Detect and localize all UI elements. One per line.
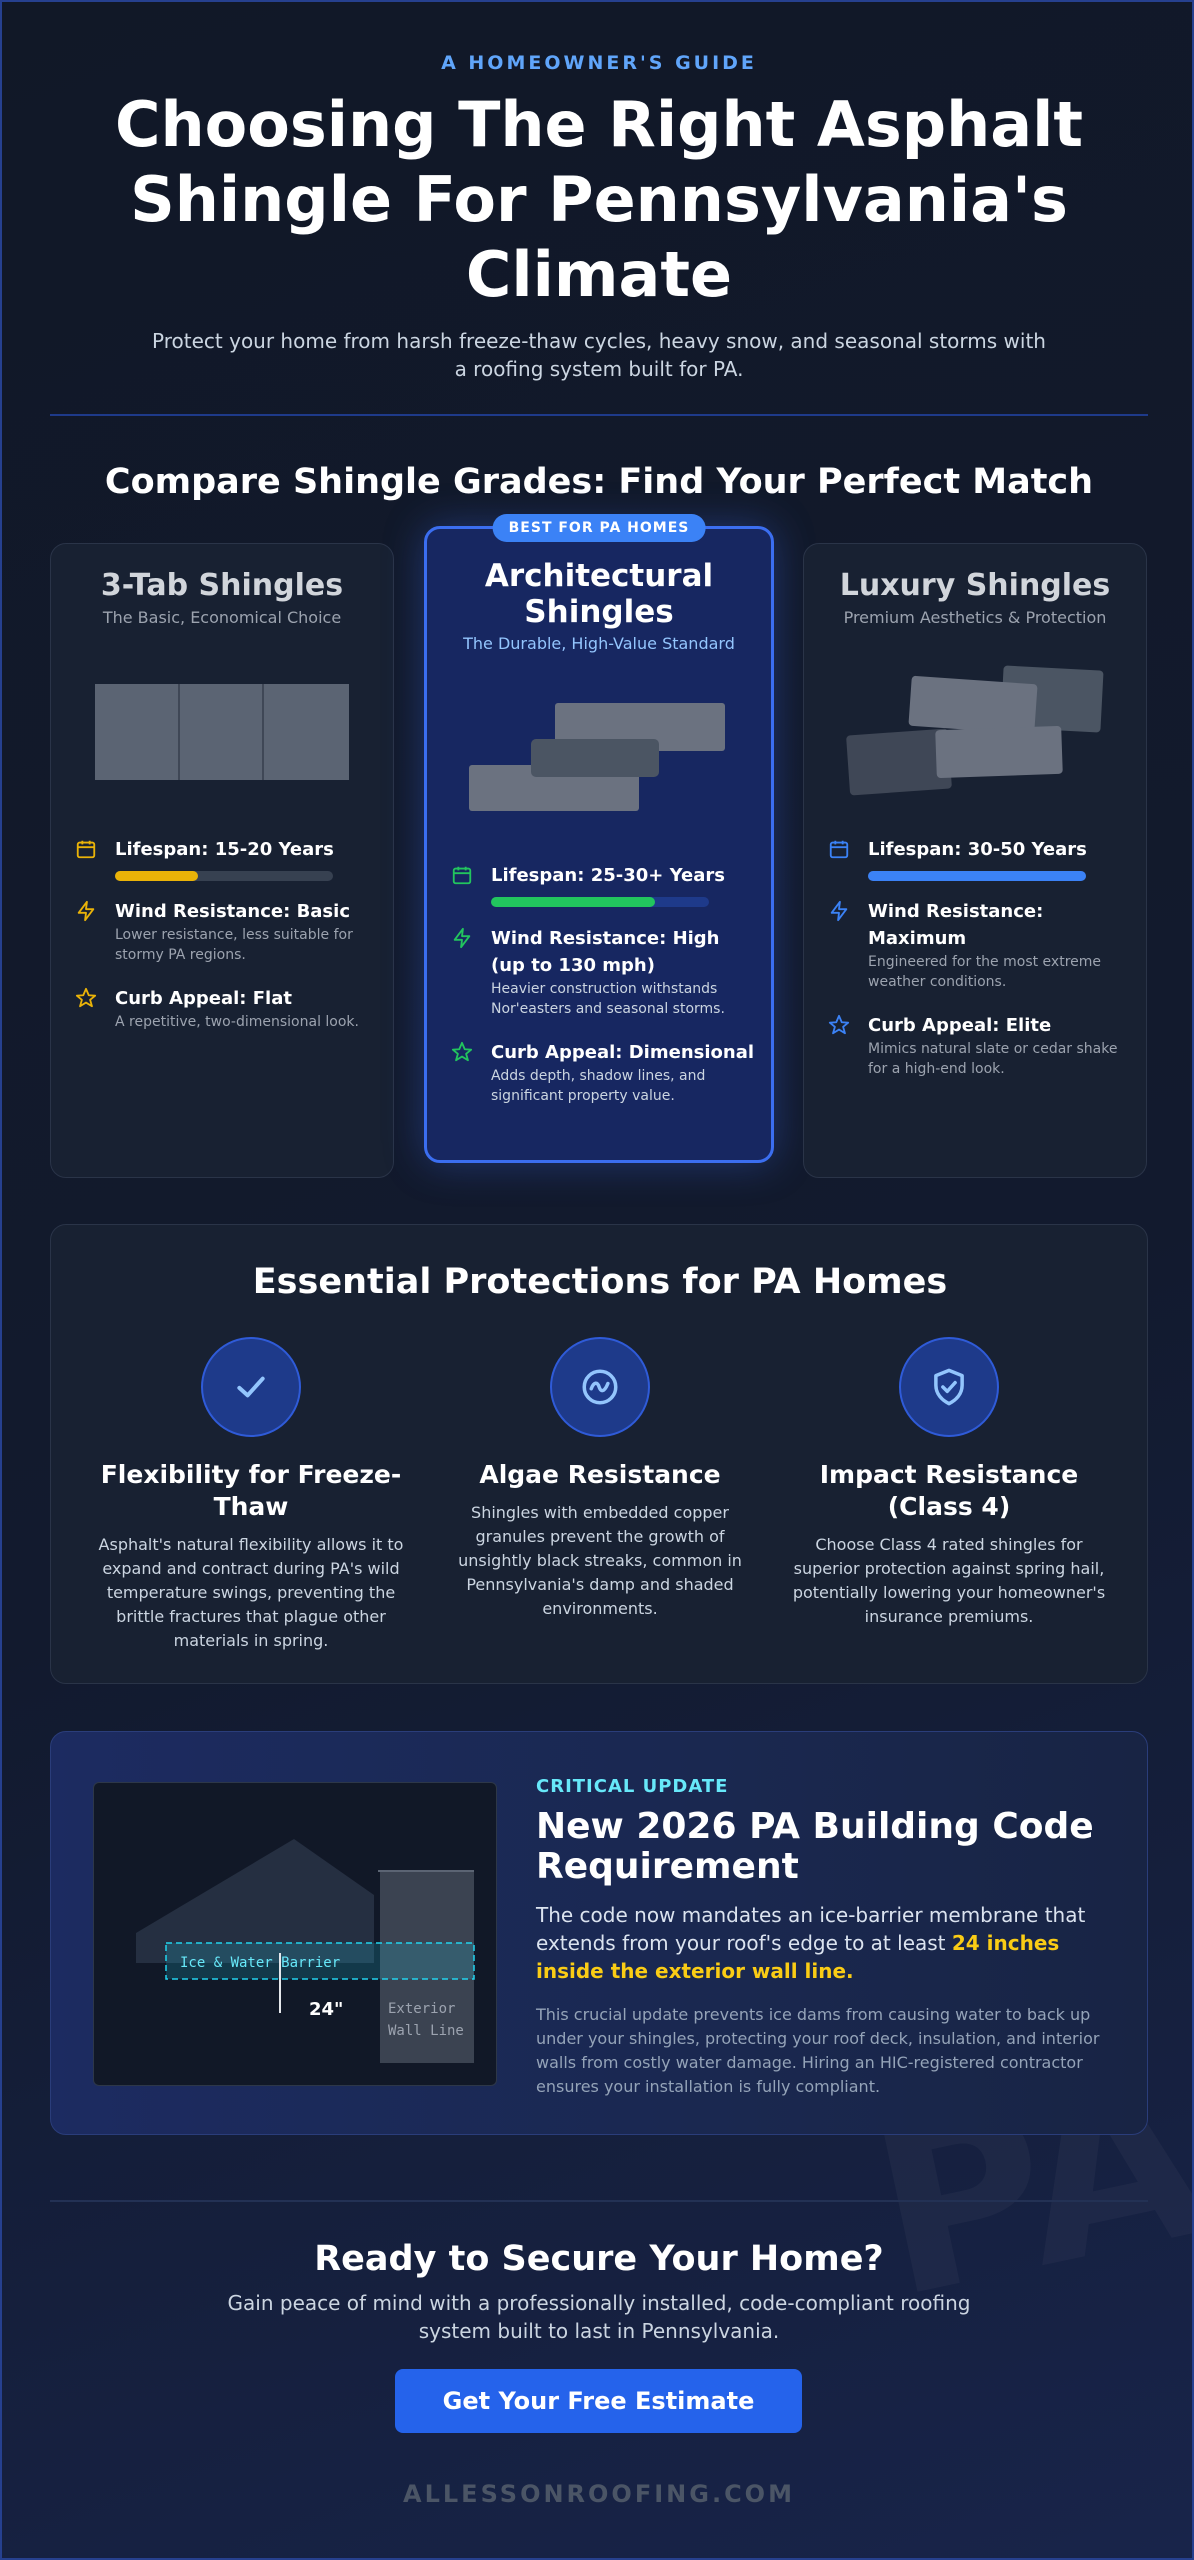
lifespan-bar-fill <box>115 871 198 881</box>
feature-lifespan <box>75 836 377 881</box>
header-kicker: A HOMEOWNER'S GUIDE <box>441 52 757 74</box>
card-name: Luxury Shingles <box>839 568 1111 603</box>
page-subtitle: Protect your home from harsh freeze-thaw cycles, heavy snow, and seasonal storms with a roofing system built for PA. <box>152 329 1046 381</box>
protection-icon-badge <box>550 1337 650 1437</box>
ice-barrier-diagram <box>93 1782 497 2086</box>
page-title: Choosing The Right Asphalt Shingle For Pennsylvania's Climate <box>114 88 1084 311</box>
protection-title: Impact Resistance (Class 4) <box>819 1460 1079 1521</box>
protection-algae <box>440 1337 760 1621</box>
best-for-pa-badge: BEST FOR PA HOMES <box>493 514 706 542</box>
feature-wind <box>451 925 755 1019</box>
wall-label: Wall Line <box>388 2023 464 2039</box>
card-tagline: Premium Aesthetics & Protection <box>843 608 1107 627</box>
feature-title: Wind Resistance: High (up to 130 mph) <box>491 928 720 976</box>
lifespan-bar <box>868 871 1086 881</box>
feature-desc: Heavier construction withstands Nor'easters and seasonal storms. <box>491 981 725 1017</box>
protection-impact <box>789 1337 1109 1629</box>
protection-icon-badge <box>899 1337 999 1437</box>
architectural-shingle-illustration <box>469 699 731 815</box>
card-tagline: The Basic, Economical Choice <box>102 608 342 627</box>
cta-title: Ready to Secure Your Home? <box>314 2239 884 2279</box>
protection-freeze-thaw <box>91 1337 411 1653</box>
divider <box>50 414 1148 416</box>
code-kicker: CRITICAL UPDATE <box>536 1776 729 1797</box>
feature-desc: Engineered for the most extreme weather conditions. <box>868 954 1102 990</box>
three-tab-shingle-illustration <box>93 682 353 784</box>
code-update-panel <box>50 1731 1148 2135</box>
free-estimate-button[interactable]: Get Your Free Estimate <box>395 2369 802 2433</box>
feature-desc: Adds depth, shadow lines, and significant property value. <box>491 1068 706 1104</box>
feature-curb-appeal <box>75 985 377 1032</box>
code-lead-text: The code now mandates an ice-barrier membrane that extends from your roof's edge to at least <box>536 1903 1086 1955</box>
feature-lifespan <box>828 836 1130 881</box>
calendar-icon <box>75 838 97 860</box>
code-title: New 2026 PA Building Code Requirement <box>536 1806 1094 1887</box>
feature-title: Lifespan: 25-30+ Years <box>491 865 725 886</box>
code-lead <box>536 1901 1111 1985</box>
feature-desc: Mimics natural slate or cedar shake for a high-end look. <box>868 1041 1118 1077</box>
protections-panel <box>50 1224 1148 1684</box>
feature-desc: A repetitive, two-dimensional look. <box>115 1014 359 1030</box>
card-name: 3-Tab Shingles <box>100 568 344 603</box>
compare-title: Compare Shingle Grades: Find Your Perfect Match <box>104 462 1094 502</box>
lifespan-bar-fill <box>868 871 1086 881</box>
star-icon <box>75 987 97 1009</box>
protection-title: Flexibility for Freeze-Thaw <box>100 1460 402 1521</box>
barrier-label: Ice & Water Barrier <box>180 1955 341 1971</box>
code-highlight: 24 inches inside the exterior wall line. <box>536 1931 1060 1983</box>
shield-check-icon <box>928 1366 970 1408</box>
luxury-shingle-illustration <box>844 662 1108 800</box>
footer-brand: ALLESSONROOFING.COM <box>403 2480 795 2508</box>
calendar-icon <box>828 838 850 860</box>
card-3-tab <box>50 543 394 1178</box>
feature-desc: Lower resistance, less suitable for stormy PA regions. <box>115 927 353 963</box>
lifespan-bar <box>491 897 709 907</box>
feature-wind <box>828 898 1130 992</box>
card-architectural <box>424 520 774 1163</box>
card-tagline: The Durable, High-Value Standard <box>463 634 735 653</box>
feature-wind <box>75 898 377 965</box>
card-name: Architectural Shingles <box>484 558 714 630</box>
protections-title: Essential Protections for PA Homes <box>252 1262 948 1302</box>
card-luxury <box>803 543 1147 1178</box>
lightning-icon <box>451 927 473 949</box>
feature-title: Curb Appeal: Elite <box>868 1015 1052 1036</box>
checkmark-icon <box>231 1367 271 1407</box>
feature-curb-appeal <box>451 1039 755 1106</box>
roof-diagram <box>94 1783 496 2085</box>
lifespan-bar <box>115 871 333 881</box>
lightning-icon <box>828 900 850 922</box>
protection-desc: Asphalt's natural flexibility allows it to expand and contract during PA's wild temperature swings, preventing the brittle fractures that plague other materials in spring. <box>98 1535 404 1650</box>
feature-title: Lifespan: 30-50 Years <box>868 839 1087 860</box>
calendar-icon <box>451 864 473 886</box>
feature-title: Curb Appeal: Flat <box>115 988 292 1009</box>
feature-title: Wind Resistance: Maximum <box>868 901 1044 949</box>
code-update-text <box>536 1776 1111 2099</box>
divider <box>50 2200 1148 2202</box>
measure-label: 24" <box>309 1999 344 2020</box>
star-icon <box>451 1041 473 1063</box>
protection-title: Algae Resistance <box>479 1460 721 1489</box>
algae-icon <box>579 1366 621 1408</box>
lightning-icon <box>75 900 97 922</box>
feature-curb-appeal <box>828 1012 1130 1079</box>
feature-title: Wind Resistance: Basic <box>115 901 350 922</box>
feature-title: Curb Appeal: Dimensional <box>491 1042 755 1063</box>
wall-label: Exterior <box>388 2001 456 2017</box>
code-detail: This crucial update prevents ice dams from causing water to back up under your shingles, protecting your roof deck, insulation, and interior walls from costly water damage. Hiring an HIC-registered contractor ensures your installation is fully compliant. <box>536 2005 1100 2096</box>
star-icon <box>828 1014 850 1036</box>
protection-icon-badge <box>201 1337 301 1437</box>
feature-lifespan <box>451 862 755 907</box>
feature-title: Lifespan: 15-20 Years <box>115 839 334 860</box>
cta-subtitle: Gain peace of mind with a professionally installed, code-compliant roofing system built to last in Pennsylvania. <box>227 2291 971 2343</box>
protection-desc: Choose Class 4 rated shingles for superior protection against spring hail, potentially lowering your homeowner's insurance premiums. <box>792 1535 1106 1626</box>
lifespan-bar-fill <box>491 897 655 907</box>
protection-desc: Shingles with embedded copper granules prevent the growth of unsightly black streaks, common in Pennsylvania's damp and shaded environments. <box>458 1503 742 1618</box>
